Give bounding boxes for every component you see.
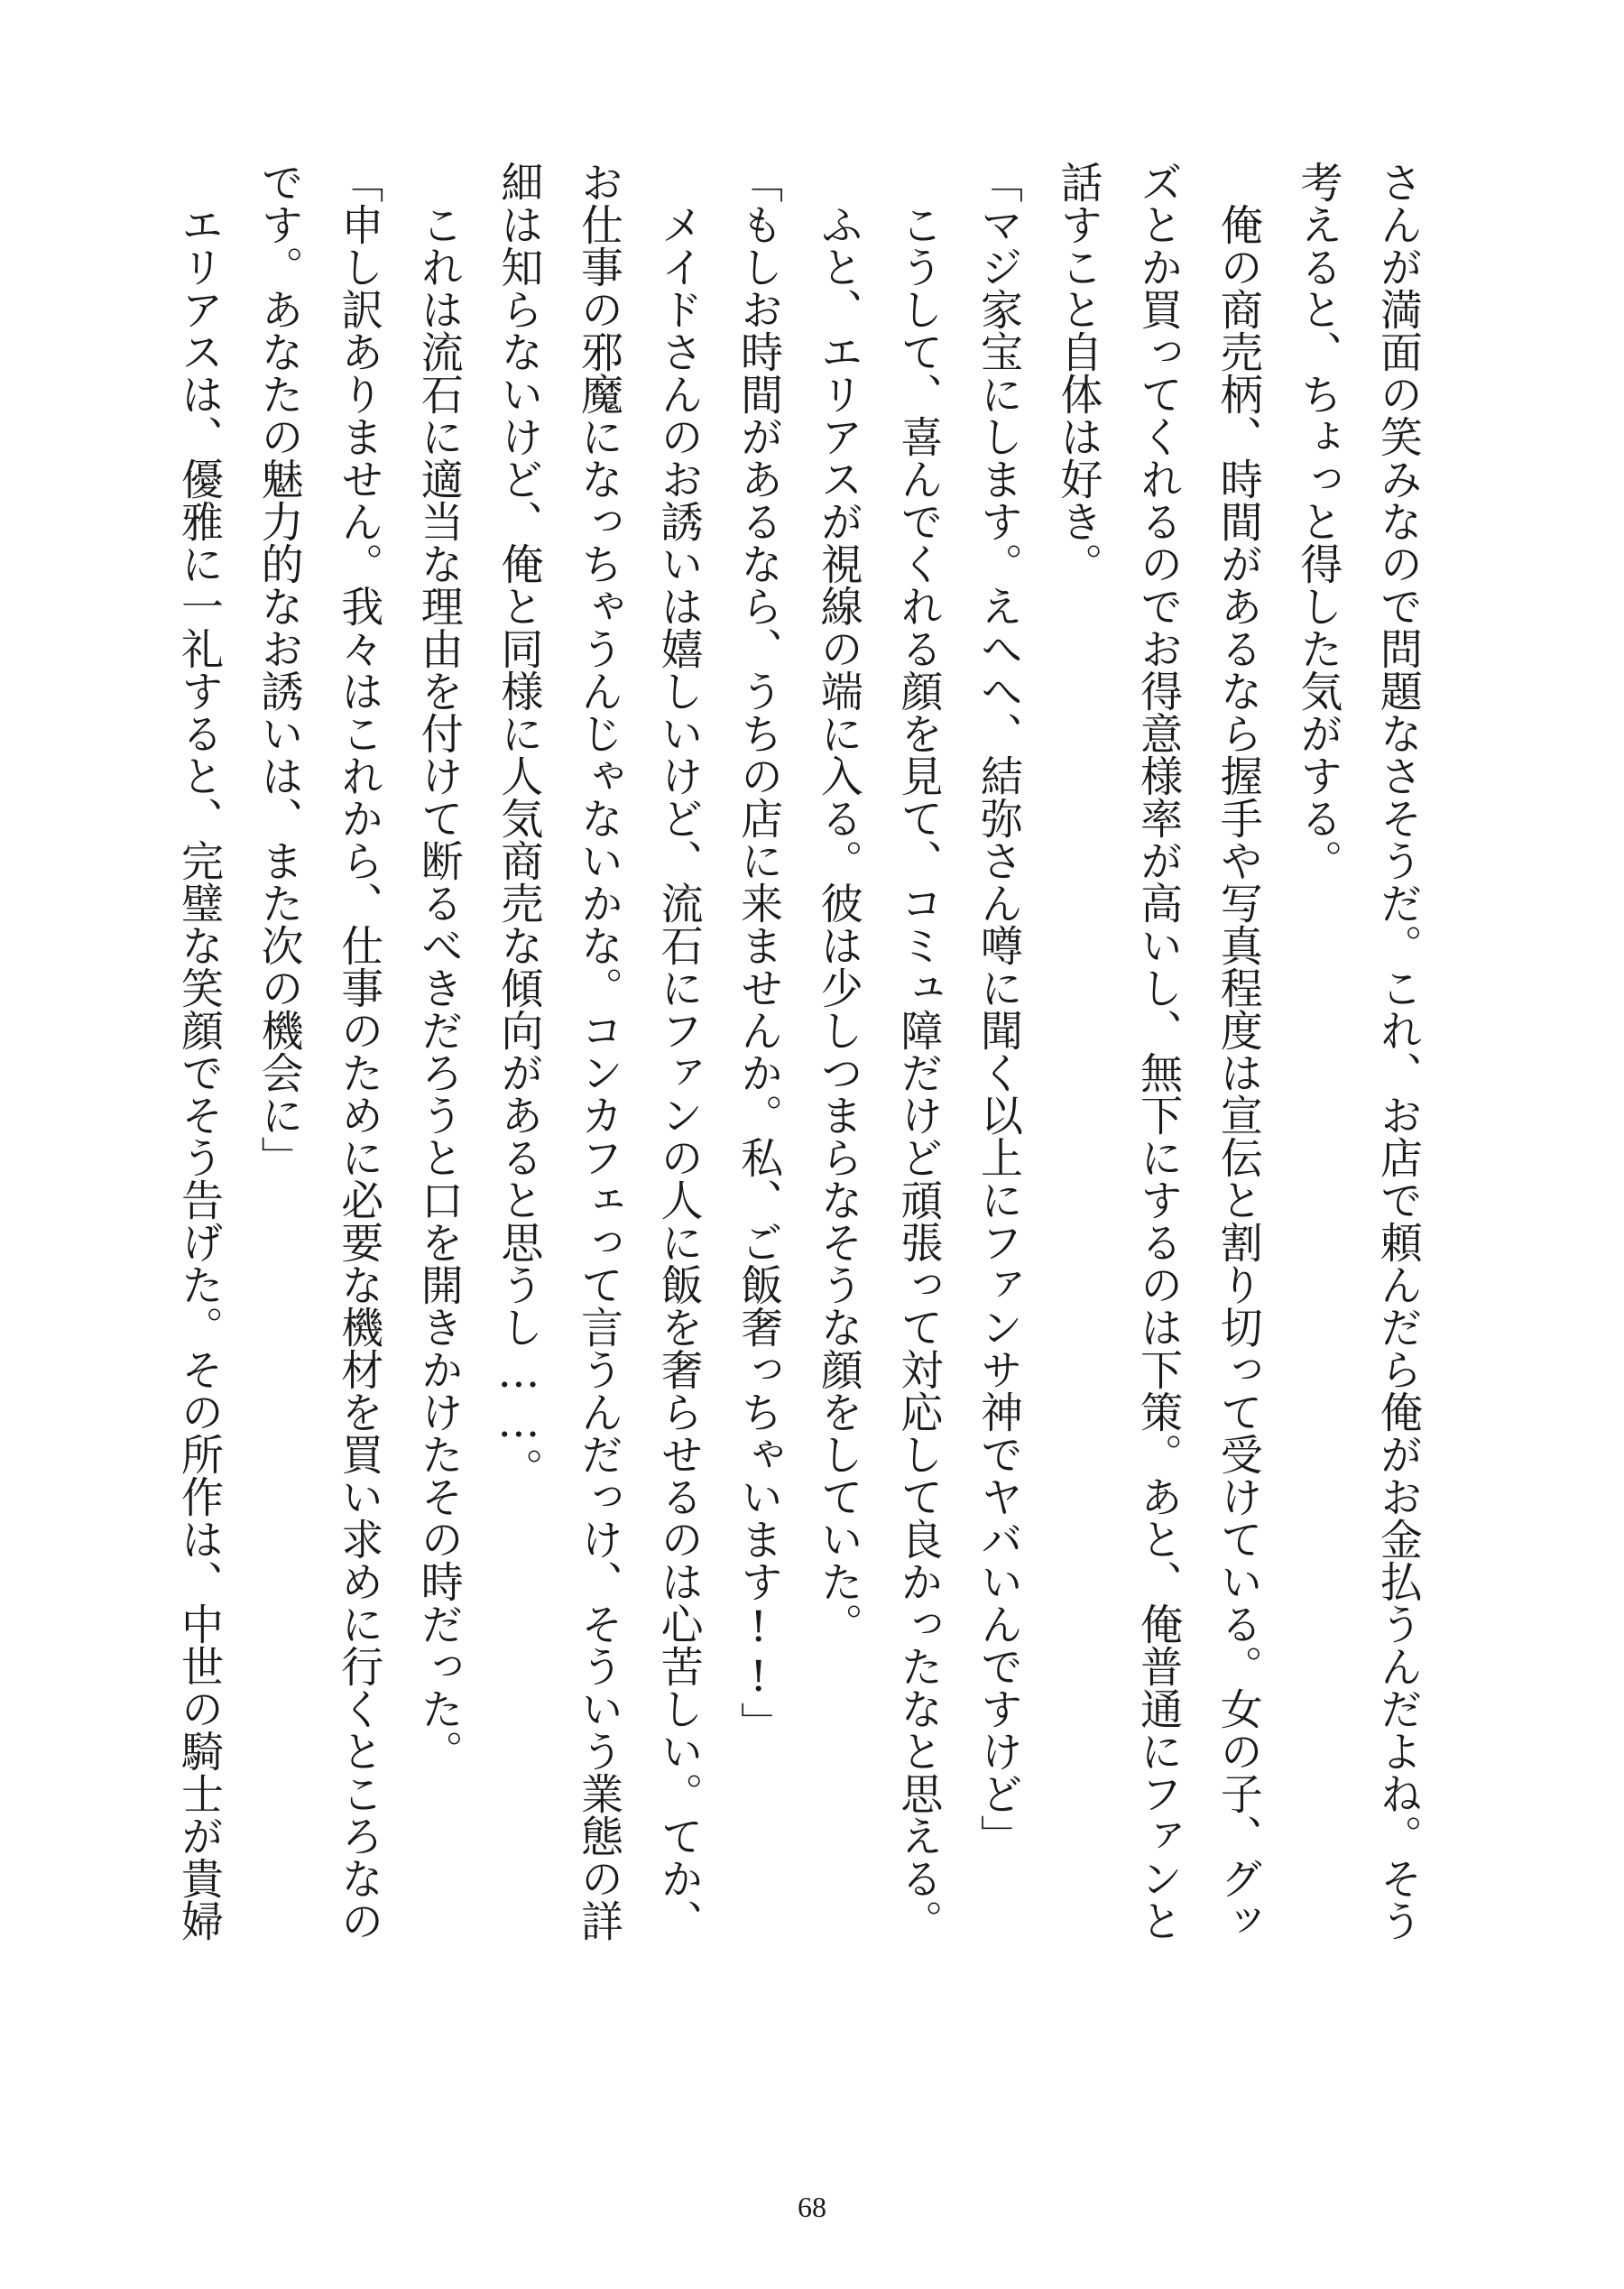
text-line: です。あなたの魅力的なお誘いは、また次の機会に」 [254,161,304,1178]
text-line: メイドさんのお誘いは嬉しいけど、流石にファンの人に飯を奢らせるのは心苦しい。てか、 [653,161,704,1942]
vertical-text-body [171,161,1426,2082]
text-line: 話すこと自体は好き。 [1053,161,1103,585]
text-line: 俺の商売柄、時間があるなら握手や写真程度は宣伝と割り切って受けている。女の子、グッ [1213,161,1263,1942]
text-line: ズとか買ってくれるのでお得意様率が高いし、無下にするのは下策。あと、俺普通にファンと [1133,161,1184,1942]
text-line: さんが満面の笑みなので問題なさそうだ。これ、お店で頼んだら俺がお金払うんだよね。そう [1372,161,1423,1942]
text-line: お仕事の邪魔になっちゃうんじゃないかな。コンカフェって言うんだっけ、そういう業態の詳 [573,161,623,1942]
text-line: これは流石に適当な理由を付けて断るべきだろうと口を開きかけたその時だった。 [413,161,464,1772]
page-number: 68 [798,2191,826,2223]
text-line: 「もしお時間があるなら、うちの店に来ませんか。私、ご飯奢っちゃいます!!」 [734,161,784,1744]
text-line: エリアスは、優雅に一礼すると、完璧な笑顔でそう告げた。その所作は、中世の騎士が貴婦 [174,161,224,1942]
text-line: 「マジ家宝にします。えへへ、結弥さん噂に聞く以上にファンサ神でヤバいんですけど」 [973,161,1023,1857]
text-line: こうして、喜んでくれる顔を見て、コミュ障だけど頑張って対応して良かったなと思える。 [893,161,944,1942]
text-line: ふと、エリアスが視線の端に入る。彼は少しつまらなそうな顔をしていた。 [813,161,863,1645]
text-line: 考えると、ちょっと得した気がする。 [1293,161,1343,881]
text-line: 「申し訳ありません。我々はこれから、仕事のために必要な機材を買い求めに行くところなの [334,161,384,1942]
text-line: 細は知らないけど、俺と同様に人気商売な傾向があると思うし……。 [494,161,544,1490]
